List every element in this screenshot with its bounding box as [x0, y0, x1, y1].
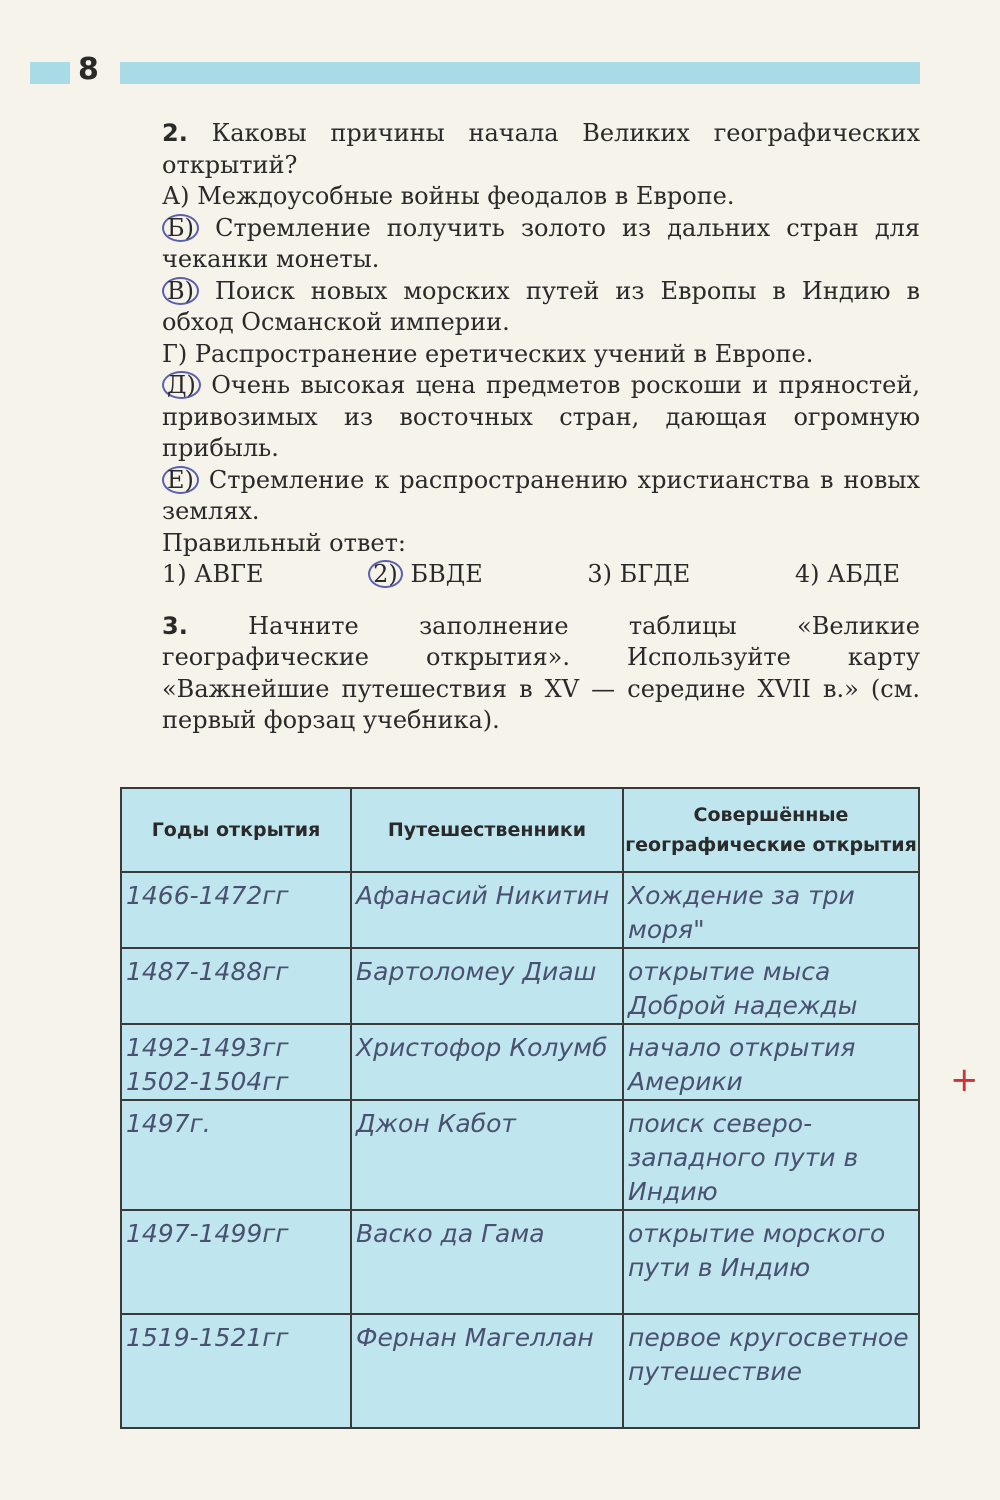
header-travelers: Путешественники [351, 788, 623, 872]
table-row [121, 1024, 919, 1100]
option-item[interactable] [120, 339, 920, 371]
cell-years [121, 948, 351, 1024]
option-item[interactable] [120, 181, 920, 213]
years-value: 1487-1488гг [126, 957, 289, 986]
cell-traveler: Джон Кабот [351, 1100, 623, 1210]
header-strip-left [30, 62, 70, 84]
questions-content [120, 118, 920, 737]
answer-choices [120, 559, 920, 591]
answer-number: 1) [162, 560, 187, 588]
option-letter: Д) [162, 371, 201, 399]
header-discoveries: Совершённые географические открытия [623, 788, 919, 872]
answer-number: 2) [368, 560, 403, 588]
option-letter: В) [162, 277, 199, 305]
option-text: Распространение еретических учений в Европе. [194, 339, 814, 368]
cell-years [121, 1024, 351, 1100]
table-row [121, 948, 919, 1024]
option-item[interactable] [120, 213, 920, 276]
answer-choice[interactable] [795, 559, 900, 591]
cell-discovery: поиск северо-западного пути в Индию [623, 1100, 919, 1210]
answer-choice[interactable] [368, 559, 483, 591]
cell-traveler: Бартоломеу Диаш [351, 948, 623, 1024]
cell-years [121, 872, 351, 948]
option-letter: Е) [162, 466, 199, 494]
option-text: Междоусобные войны феодалов в Европе. [197, 182, 735, 210]
table-body [121, 872, 919, 1428]
years-value: 1497г. [126, 1109, 211, 1138]
header-years: Годы открытия [121, 788, 351, 872]
cell-discovery: открытие морского пути в Индию [623, 1210, 919, 1314]
answer-choice[interactable] [162, 559, 264, 591]
years-value: 1497-1499гг [126, 1219, 289, 1248]
question-3-text [120, 611, 920, 737]
answer-number: 3) [587, 560, 613, 588]
years-value: 1492-1493гг [126, 1033, 289, 1062]
answer-number: 4) [794, 560, 820, 588]
table-row [121, 1210, 919, 1314]
option-item[interactable] [120, 370, 920, 465]
cell-years [121, 1100, 351, 1210]
cell-discovery: Хождение за три моря" [623, 872, 919, 948]
discoveries-table [120, 787, 920, 1429]
cell-discovery: первое кругосветное путешествие [623, 1314, 919, 1428]
cell-years [121, 1314, 351, 1428]
cell-years [121, 1210, 351, 1314]
table-header-row [121, 788, 919, 872]
question-2-line1: Каковы причины начала Великих географических [211, 119, 920, 147]
years-value: 1466-1472гг [126, 881, 289, 910]
option-letter: А) [162, 182, 190, 210]
option-letter: Г) [162, 339, 188, 368]
option-letter: Б) [162, 214, 199, 242]
years-value: 1502-1504гг [126, 1067, 289, 1096]
cell-traveler: Афанасий Никитин [351, 872, 623, 948]
question-3-number: 3. [162, 611, 188, 640]
option-item[interactable] [120, 465, 920, 528]
years-value: 1519-1521гг [126, 1323, 289, 1352]
cell-traveler: Фернан Магеллан [351, 1314, 623, 1428]
question-2-line2: открытий? [162, 150, 298, 179]
cell-traveler: Христофор Колумб [351, 1024, 623, 1100]
option-text: Стремление получить золото из дальних стран для чеканки монеты. [162, 213, 920, 273]
question-3-body: Начните заполнение таблицы «Великие географические открытия». Используйте карту «Важнейшие путешествия в XV — середине XVII в.» (см. первый форзац учебника). [162, 611, 920, 734]
margin-check-mark: + [950, 1060, 979, 1100]
table-row [121, 872, 919, 948]
answer-text: БВДЕ [410, 560, 483, 588]
cell-discovery: начало открытия Америки [623, 1024, 919, 1100]
answer-text: БГДЕ [619, 560, 691, 588]
option-text: Поиск новых морских путей из Европы в Индию в обход Османской империи. [162, 276, 920, 336]
header-strip-right [120, 62, 920, 84]
answer-label: Правильный ответ: [162, 528, 406, 557]
cell-traveler: Васко да Гама [351, 1210, 623, 1314]
table-row [121, 1100, 919, 1210]
table-row [121, 1314, 919, 1428]
answer-text: АВГЕ [194, 560, 264, 588]
question-2-text [120, 118, 920, 181]
question-2-options [120, 181, 920, 528]
answer-text: АБДЕ [827, 560, 900, 588]
answer-choice[interactable] [587, 559, 690, 591]
cell-discovery: открытие мыса Доброй надежды [623, 948, 919, 1024]
question-2-number: 2. [162, 119, 188, 147]
option-item[interactable] [120, 276, 920, 339]
option-text: Очень высокая цена предметов роскоши и пряностей, привозимых из восточных стран, дающая огромную прибыль. [162, 371, 920, 462]
option-text: Стремление к распространению христианства в новых землях. [162, 465, 920, 525]
page-number: 8 [78, 52, 99, 87]
